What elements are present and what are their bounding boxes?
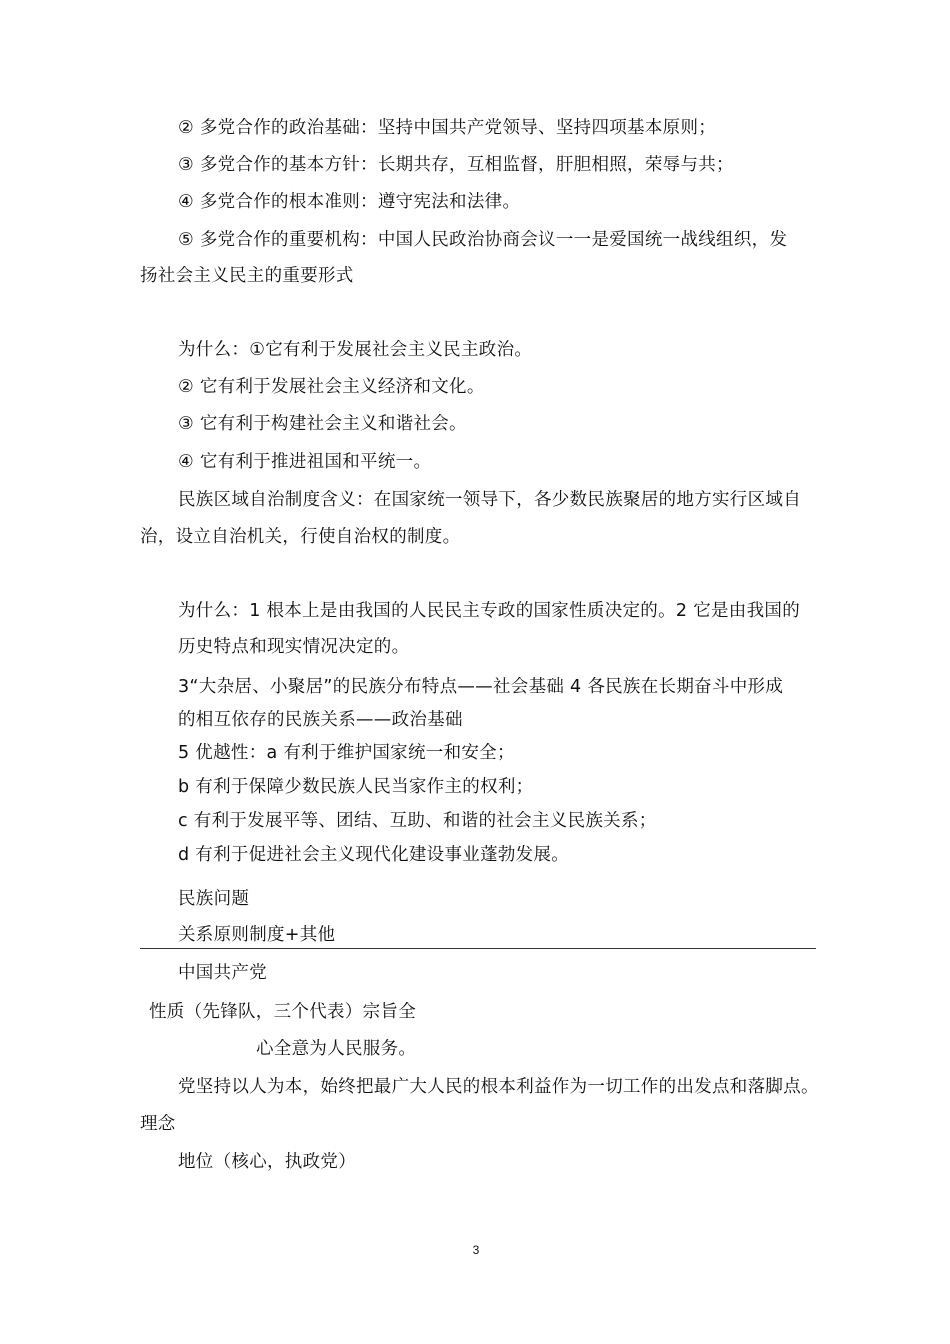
line-cpc: 中国共产党 — [178, 963, 267, 983]
line-important-institution: ⑤ 多党合作的重要机构：中国人民政治协商会议一一是爱国统一战线组织，发 — [178, 230, 788, 250]
line-fundamental-criterion: ④ 多党合作的根本准则：遵守宪法和法律。 — [178, 192, 521, 212]
line-autonomy-why: 为什么：1 根本上是由我国的人民民主专政的国家性质决定的。2 它是由我国的 — [178, 601, 800, 621]
line-basic-policy: ③ 多党合作的基本方针：长期共存，互相监督，肝胆相照，荣辱与共； — [178, 155, 734, 175]
line-superiority-d: d 有利于促进社会主义现代化建设事业蓬勃发展。 — [178, 845, 570, 865]
line-political-foundation: 的相互依存的民族关系——政治基础 — [178, 710, 463, 730]
line-nature-purpose: 性质（先锋队，三个代表）宗旨全 — [149, 1002, 416, 1022]
line-serve-people: 心全意为人民服务。 — [256, 1039, 417, 1059]
line-people-centered: 党坚持以人为本，始终把最广大人民的根本利益作为一切工作的出发点和落脚点。 — [178, 1077, 819, 1097]
line-autonomy-why-cont: 历史特点和现实情况决定的。 — [178, 637, 410, 657]
line-autonomy-meaning: 民族区域自治制度含义：在国家统一领导下，各少数民族聚居的地方实行区域自 — [178, 490, 801, 510]
horizontal-rule — [140, 948, 816, 949]
line-political-basis: ② 多党合作的政治基础：坚持中国共产党领导、坚持四项基本原则； — [178, 118, 717, 138]
line-autonomy-meaning-cont: 治，设立自治机关，行使自治权的制度。 — [140, 527, 461, 547]
line-superiority-b: b 有利于保障少数民族人民当家作主的权利； — [178, 777, 534, 797]
line-status: 地位（核心，执政党） — [178, 1152, 356, 1172]
line-why-harmony: ③ 它有利于构建社会主义和谐社会。 — [178, 414, 467, 434]
line-concept: 理念 — [140, 1114, 176, 1134]
line-important-institution-cont: 扬社会主义民主的重要形式 — [140, 266, 354, 286]
line-why-democracy: 为什么：①它有利于发展社会主义民主政治。 — [178, 340, 533, 360]
line-superiority-a: 5 优越性：a 有利于维护国家统一和安全； — [178, 743, 515, 763]
page-number: 3 — [472, 1243, 480, 1257]
line-relation-principle: 关系原则制度+其他 — [178, 925, 336, 945]
line-why-unification: ④ 它有利于推进祖国和平统一。 — [178, 452, 432, 472]
line-why-economy: ② 它有利于发展社会主义经济和文化。 — [178, 377, 485, 397]
line-superiority-c: c 有利于发展平等、团结、互助、和谐的社会主义民族关系； — [178, 811, 657, 831]
line-social-basis: 3“大杂居、小聚居”的民族分布特点——社会基础 4 各民族在长期奋斗中形成 — [178, 677, 784, 697]
line-ethnic-issue: 民族问题 — [178, 889, 250, 909]
